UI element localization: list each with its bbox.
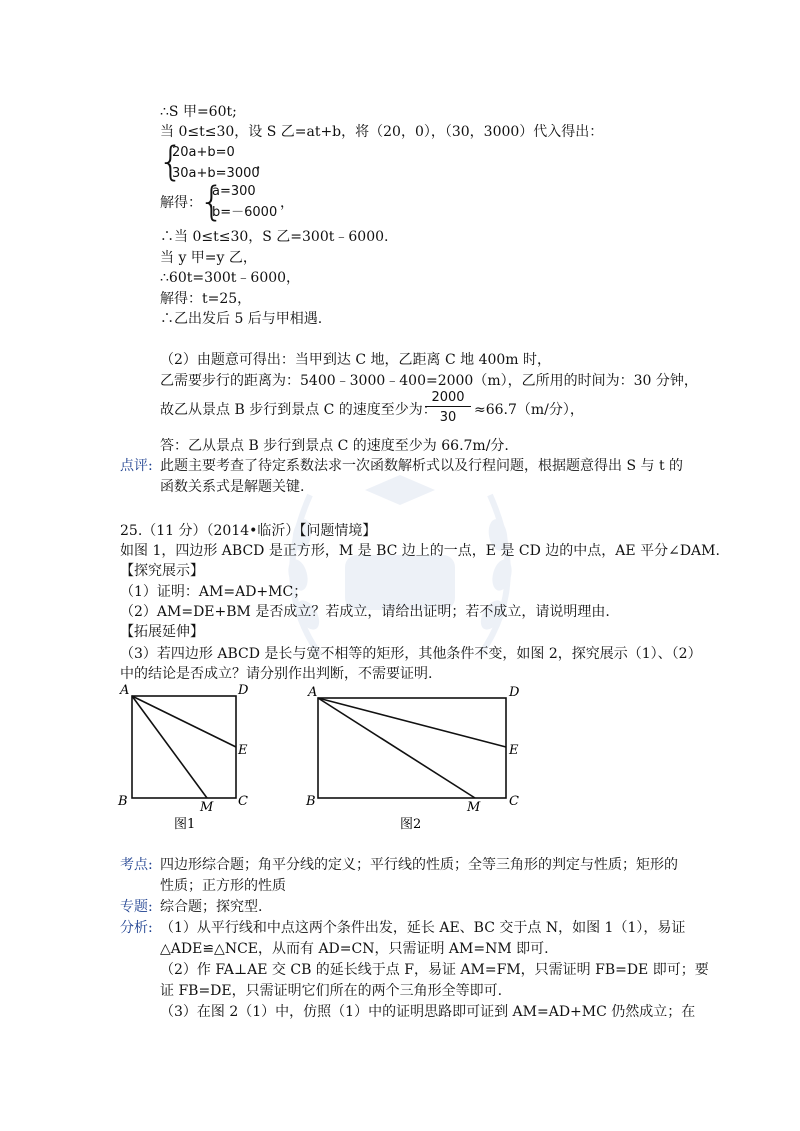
fig2-label-c: C — [509, 794, 519, 809]
analysis-line-2: △ADE≌△NCE，从而有 AD=CN，只需证明 AM=NM 即可. — [160, 941, 549, 957]
question-2: （2）AM=DE+BM 是否成立？若成立，请给出证明；若不成立，请说明理由. — [120, 604, 610, 620]
left-brace: { — [158, 139, 184, 185]
solution-line-1: ∴S 甲=60t; — [160, 104, 237, 120]
analysis-line-3: （2）作 FA⊥AE 交 CB 的延长线于点 F，易证 AM=FM，只需证明 FB=DE 即可；要 — [160, 962, 709, 978]
question-1: （1）证明：AM=AD+MC； — [120, 584, 308, 600]
system1-comma: ， — [256, 156, 270, 172]
system2-eq1: a=300 — [212, 184, 256, 199]
fraction-denominator: 30 — [439, 410, 457, 425]
fig1-caption: 图1 — [174, 817, 196, 832]
part2-line-1: （2）由题意可得出：当甲到达 C 地，乙距离 C 地 400m 时， — [160, 352, 552, 368]
part2-line-4: 答：乙从景点 B 步行到景点 C 的速度至少为 66.7m/分. — [160, 438, 509, 454]
system2-eq2: b=－6000 — [212, 205, 278, 220]
fig2-label-a: A — [308, 685, 318, 700]
fig1-label-c: C — [238, 794, 248, 809]
solution-line-6: ∴当 0≤t≤30，S 乙=300t﹣6000. — [160, 229, 389, 245]
zhuanti-tag: 专题: — [120, 899, 153, 915]
kaodian-line-1: 四边形综合题；角平分线的定义；平行线的性质；全等三角形的判定与性质；矩形的 — [160, 857, 678, 873]
comment-line-1: 此题主要考查了待定系数法求一次函数解析式以及行程问题，根据题意得出 S 与 t 的 — [160, 458, 684, 474]
fig2-rectangle — [318, 698, 506, 798]
fig1-label-a: A — [120, 683, 130, 698]
fig2-segment-am — [318, 698, 475, 798]
left-brace-2: { — [199, 179, 225, 225]
analysis-line-4: 证 FB=DE，只需证明它们所在的两个三角形全等即可. — [160, 983, 503, 999]
problem-line-1: 如图 1，四边形 ABCD 是正方形，M 是 BC 边上的一点，E 是 CD 边的中点，AE 平分∠DAM. — [120, 543, 720, 559]
figure-1 — [110, 682, 260, 832]
jiede-label: 解得： — [160, 195, 202, 211]
fig2-label-b: B — [306, 794, 316, 809]
question-3-line-b: 中的结论是否成立？请分别作出判断，不需要证明. — [120, 666, 433, 682]
solution-line-7: 当 y 甲=y 乙， — [160, 250, 257, 266]
problem-header: 25.（11 分）（2014•临沂）【问题情境】 — [120, 523, 377, 539]
section-explore: 【探究展示】 — [120, 563, 204, 579]
system1-eq2: 30a+b=3000 — [172, 166, 260, 181]
fraction-numerator: 2000 — [425, 390, 471, 407]
fig1-label-m: M — [200, 800, 214, 815]
solution-line-10: ∴乙出发后 5 后与甲相遇. — [160, 311, 323, 327]
fig2-label-e: E — [509, 743, 519, 758]
figure-2 — [300, 682, 530, 832]
fig2-segment-ae — [318, 698, 506, 747]
analysis-line-1: （1）从平行线和中点这两个条件出发，延长 AE、BC 交于点 N，如图 1（1），易证 — [160, 920, 686, 936]
fig2-label-d: D — [509, 685, 520, 700]
kaodian-line-2: 性质；正方形的性质 — [160, 878, 286, 894]
section-extend: 【拓展延伸】 — [120, 624, 204, 640]
fig1-label-b: B — [118, 794, 128, 809]
analysis-line-5: （3）在图 2（1）中，仿照（1）中的证明思路即可证到 AM=AD+MC 仍然成立；在 — [160, 1004, 696, 1020]
fig1-label-d: D — [238, 683, 249, 698]
kaodian-tag: 考点: — [120, 857, 153, 873]
part2-line-3-post: ≈66.7（m/分）， — [474, 402, 584, 418]
zhuanti-text: 综合题；探究型. — [160, 899, 263, 915]
fig1-label-e: E — [238, 743, 248, 758]
solution-line-2: 当 0≤t≤30，设 S 乙=at+b，将（20，0），（30，3000）代入得出： — [160, 124, 604, 140]
solution-line-8: ∴60t=300t﹣6000， — [160, 270, 301, 286]
fig2-label-m: M — [467, 800, 481, 815]
fig1-square — [132, 696, 236, 798]
solution-line-9: 解得：t=25， — [160, 291, 252, 307]
part2-line-2: 乙需要步行的距离为：5400﹣3000﹣400=2000（m），乙所用的时间为：30 分钟， — [160, 373, 698, 389]
fenxi-tag: 分析: — [120, 920, 153, 936]
fig2-caption: 图2 — [400, 817, 422, 832]
comment-tag: 点评: — [120, 458, 153, 474]
comment-line-2: 函数关系式是解题关键. — [160, 479, 305, 495]
question-3-line-a: （3）若四边形 ABCD 是长与宽不相等的矩形，其他条件不变，如图 2，探究展示（1）、（2） — [120, 646, 702, 662]
system2-comma: ， — [280, 195, 294, 211]
fig1-segment-am — [132, 696, 207, 798]
system1-eq1: 20a+b=0 — [172, 145, 235, 160]
part2-line-3-pre: 故乙从景点 B 步行到景点 C 的速度至少为： — [160, 402, 437, 418]
fig1-segment-ae — [132, 696, 236, 747]
